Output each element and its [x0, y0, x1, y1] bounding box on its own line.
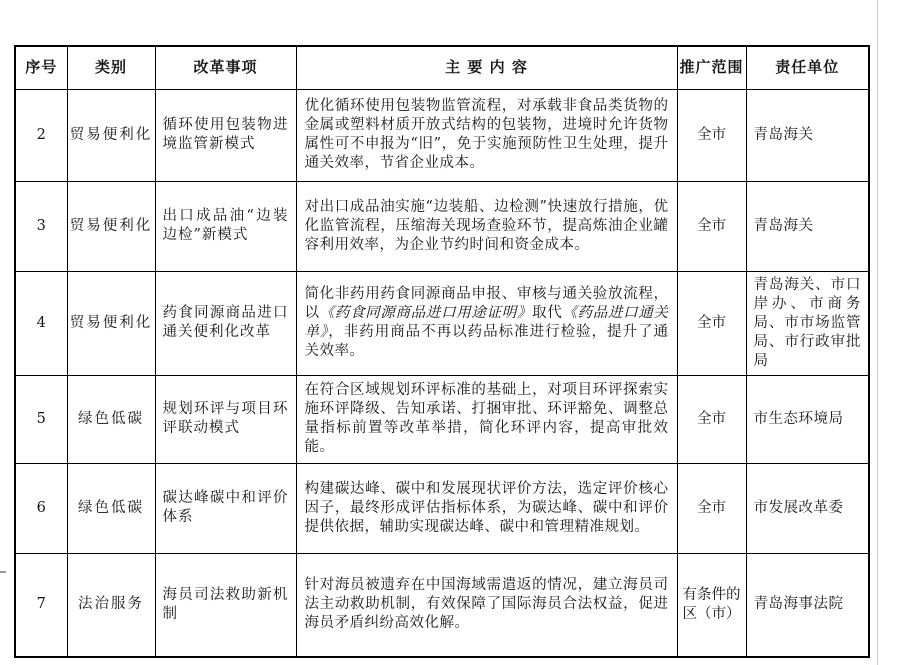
cell-item: 循环使用包装物进境监管新模式 [155, 89, 296, 181]
page-edge-mark [0, 571, 6, 573]
cell-index: 6 [15, 463, 67, 553]
table-body [15, 89, 869, 657]
cell-index: 2 [15, 89, 67, 181]
cell-item: 海员司法救助新机制 [155, 553, 296, 657]
col-header-scope: 推广范围 [677, 46, 746, 89]
cell-category: 贸易便利化 [67, 271, 155, 375]
cell-item: 规划环评与项目环评联动模式 [155, 375, 296, 463]
cell-index: 3 [15, 181, 67, 271]
cell-index: 5 [15, 375, 67, 463]
table-row [15, 181, 869, 271]
cell-item: 碳达峰碳中和评价体系 [155, 463, 296, 553]
cell-index: 4 [15, 271, 67, 375]
cell-unit: 青岛海关 [746, 89, 869, 181]
cell-content: 优化循环使用包装物监管流程，对承载非食品类货物的金属或塑料材质开放式结构的包装物，进境时允许货物属性可不申报为“旧”，免于实施预防性卫生处理，提升通关效率，节省企业成本。 [296, 89, 677, 181]
cell-unit: 青岛海事法院 [746, 553, 869, 657]
cell-category: 贸易便利化 [67, 89, 155, 181]
cell-scope: 全市 [677, 181, 746, 271]
cell-scope: 全市 [677, 271, 746, 375]
cell-category: 绿色低碳 [67, 463, 155, 553]
cell-content: 对出口成品油实施“边装船、边检测”快速放行措施，优化监管流程，压缩海关现场查验环节，提高炼油企业罐容利用效率，为企业节约时间和资金成本。 [296, 181, 677, 271]
col-header-unit: 责任单位 [746, 46, 869, 89]
cell-unit: 青岛海关 [746, 181, 869, 271]
col-header-content: 主 要 内 容 [296, 46, 677, 89]
cell-scope: 全市 [677, 375, 746, 463]
cell-unit: 市发展改革委 [746, 463, 869, 553]
table-row [15, 375, 869, 463]
cell-content: 构建碳达峰、碳中和发展现状评价方法，选定评价核心因子，最终形成评估指标体系，为碳达峰、碳中和评价提供依据，辅助实现碳达峰、碳中和管理精准规划。 [296, 463, 677, 553]
cell-item: 药食同源商品进口通关便利化改革 [155, 271, 296, 375]
col-header-item: 改革事项 [155, 46, 296, 89]
col-header-index: 序号 [15, 46, 67, 89]
cell-scope: 有条件的区（市） [677, 553, 746, 657]
cell-category: 法治服务 [67, 553, 155, 657]
table-header [15, 46, 869, 89]
cell-category: 绿色低碳 [67, 375, 155, 463]
table-row [15, 89, 869, 181]
cell-unit: 青岛海关、市口岸办、市商务局、市市场监管局、市行政审批局 [746, 271, 869, 375]
cell-scope: 全市 [677, 463, 746, 553]
table-row [15, 271, 869, 375]
reform-items-table [14, 45, 870, 658]
cell-content: 简化非药用药食同源商品申报、审核与通关验放流程，以《药食同源商品进口用途证明》取代《药品进口通关单》，非药用商品不再以药品标准进行检验，提升了通关效率。 [296, 271, 677, 375]
book-title-text: 《药品进口通关单》 [304, 305, 669, 340]
cell-index: 7 [15, 553, 67, 657]
cell-scope: 全市 [677, 89, 746, 181]
book-title-text: 《药食同源商品进口用途证明》 [319, 305, 533, 321]
cell-category: 贸易便利化 [67, 181, 155, 271]
table-row [15, 463, 869, 553]
cell-content: 在符合区域规划环评标准的基础上，对项目环评探索实施环评降级、告知承诺、打捆审批、环评豁免、调整总量指标前置等改革举措，简化环评内容，提高审批效能。 [296, 375, 677, 463]
page-edge-line [877, 0, 878, 665]
cell-unit: 市生态环境局 [746, 375, 869, 463]
cell-item: 出口成品油“边装边检”新模式 [155, 181, 296, 271]
cell-content: 针对海员被遗弃在中国海域需遣返的情况，建立海员司法主动救助机制，有效保障了国际海员合法权益，促进海员矛盾纠纷高效化解。 [296, 553, 677, 657]
table-row [15, 553, 869, 657]
col-header-category: 类别 [67, 46, 155, 89]
header-row [15, 46, 869, 89]
